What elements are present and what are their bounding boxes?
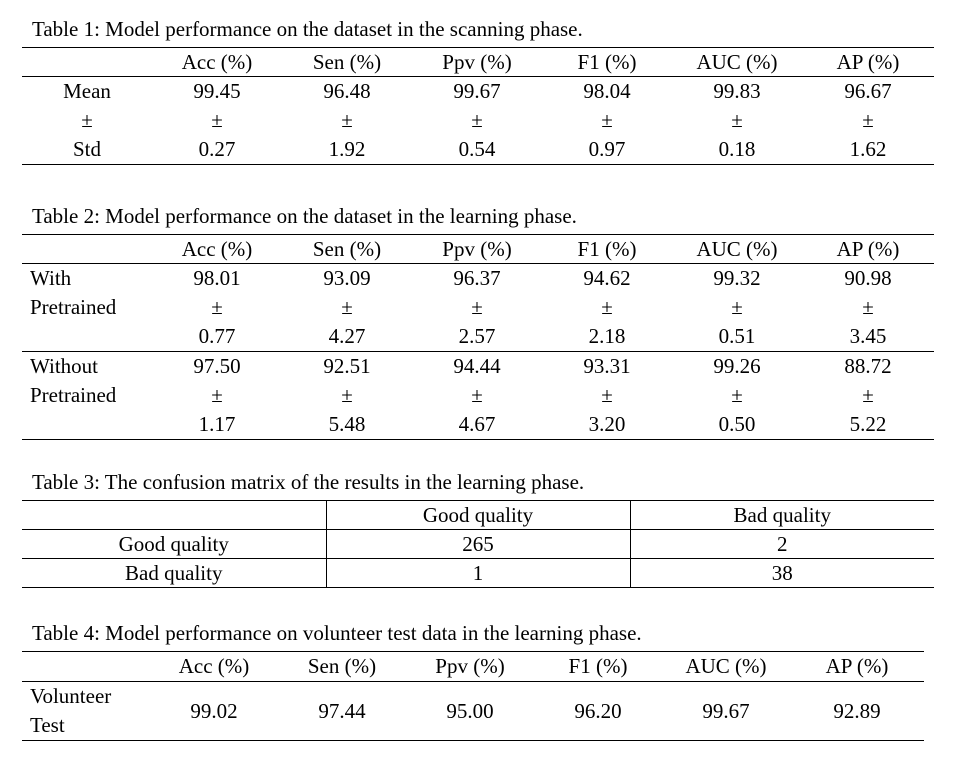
table2-cell: ± [211,295,223,319]
table4-cell: 96.20 [574,698,622,723]
table4-row [22,682,924,741]
table2-cell: 93.09 [323,266,371,290]
table3-cell: 2 [630,530,934,559]
table4-header-cell: AUC (%) [685,654,767,678]
table2-row [22,410,934,440]
table2-cell: 99.26 [713,354,761,378]
table3-cell: 1 [326,559,630,588]
table2-cell: ± [211,383,223,407]
table1-header-row [22,48,934,77]
table4-header-row [22,652,924,682]
table2-cell: 5.22 [849,412,887,436]
table2-cell: 92.51 [323,354,371,378]
table1-header-cell: AUC (%) [696,49,778,74]
table1-cell: 1.62 [849,137,887,161]
table3-header-cell [22,501,326,530]
table4-header-cell: AP (%) [825,654,889,678]
table1-cell: 99.67 [453,79,501,103]
table2-cell: 97.50 [193,354,241,378]
table3-row-label: Good quality [118,531,229,556]
table1-cell: ± [601,108,613,132]
table3-cell: 38 [630,559,934,588]
table3-row [22,559,934,588]
table2-header-row [22,235,934,264]
table1-row [22,135,934,165]
table1-cell: ± [81,108,93,132]
table2-cell: 0.50 [718,412,756,436]
table1-cell: ± [471,108,483,132]
table1-header-cell [22,48,152,77]
table1-row [22,106,934,135]
table2-cell: ± [471,295,483,319]
table3-row-label: Bad quality [125,560,223,585]
table4-header-cell: Acc (%) [178,654,250,678]
table2-cell: ± [862,295,874,319]
table1-row [22,77,934,107]
table2-cell: 5.48 [328,412,366,436]
table3-confusion-matrix [22,500,934,588]
table3-cell: 265 [326,530,630,559]
table2-cell: 94.44 [453,354,501,378]
table1-cell: 99.45 [193,79,241,103]
table2 [22,234,934,440]
table2-cell: 99.32 [713,266,761,290]
table2-caption: Table 2: Model performance on the dataset in the learning phase. [32,204,577,228]
table2-row-label [22,410,152,440]
table2-header-cell: AUC (%) [696,236,778,261]
table2-cell: 98.01 [193,266,241,290]
table2-row [22,381,934,410]
table1-header-cell: Acc (%) [181,49,253,74]
table1-cell: 0.27 [198,137,236,161]
table2-cell: ± [862,383,874,407]
table1-cell: 98.04 [583,79,631,103]
table2-cell: ± [601,295,613,319]
table2-cell: ± [601,383,613,407]
table2-cell: 4.67 [458,412,496,436]
table2-cell: 2.57 [458,324,496,348]
table4 [22,651,924,741]
table2-cell: 96.37 [453,266,501,290]
table1-header-cell: AP (%) [836,49,900,74]
table1-cell: ± [341,108,353,132]
table2-cell: 3.45 [849,324,887,348]
table3-header-row [22,501,934,530]
table2-cell: 88.72 [844,354,892,378]
table1-header-cell: Ppv (%) [442,49,512,74]
table2-header-cell [22,235,152,264]
table4-cell: 92.89 [833,698,881,723]
table2-cell: 4.27 [328,324,366,348]
table1-cell: 96.48 [323,79,371,103]
table4-cell: 97.44 [318,698,366,723]
table2-header-cell: Ppv (%) [442,236,512,261]
table1-cell: ± [211,108,223,132]
table4-cell: 99.02 [190,698,238,723]
table2-cell: ± [731,295,743,319]
table1 [22,47,934,165]
table1-header-cell: F1 (%) [577,49,637,74]
table4-header-cell [22,652,150,682]
table1-cell: Mean [63,79,111,103]
table2-cell: 90.98 [844,266,892,290]
table3-caption: Table 3: The confusion matrix of the results in the learning phase. [32,470,585,494]
table4-header-cell: F1 (%) [568,654,628,678]
table4-cell: 95.00 [446,698,494,723]
table2-cell: ± [341,383,353,407]
table2-cell: ± [341,295,353,319]
table1-cell: 96.67 [844,79,892,103]
table1-cell: 1.92 [328,137,366,161]
table2-cell: 3.20 [588,412,626,436]
table3-header-cell: Bad quality [630,501,934,530]
table2-row-label: Pretrained [30,383,117,407]
table2-header-cell: AP (%) [836,236,900,261]
table2-row [22,264,934,294]
table4-header-cell: Sen (%) [307,654,377,678]
table2-cell: ± [471,383,483,407]
table2-cell: 94.62 [583,266,631,290]
table1-cell: 0.18 [718,137,756,161]
table1-header-cell: Sen (%) [312,49,382,74]
table2-cell: 93.31 [583,354,631,378]
table2-row [22,293,934,322]
table2-header-cell: Acc (%) [181,236,253,261]
table2-header-cell: Sen (%) [312,236,382,261]
table4-caption: Table 4: Model performance on volunteer test data in the learning phase. [32,621,642,645]
table2-row-label [22,322,152,352]
table2-row-label: With [30,266,72,290]
table2-cell: 0.51 [718,324,756,348]
table2-row-label: Pretrained [30,295,117,319]
table2-cell: 2.18 [588,324,626,348]
table1-cell: Std [72,137,101,161]
table4-header-cell: Ppv (%) [435,654,505,678]
table1-cell: 99.83 [713,79,761,103]
table1-cell: 0.97 [588,137,626,161]
table4-row-label: Volunteer Test [30,684,112,737]
table3-row [22,530,934,559]
table1-cell: ± [731,108,743,132]
table2-row-label: Without [30,354,98,378]
table2-row [22,352,934,382]
table2-cell: 1.17 [198,412,236,436]
table2-header-cell: F1 (%) [577,236,637,261]
table2-row [22,322,934,352]
table1-caption: Table 1: Model performance on the dataset in the scanning phase. [32,17,583,41]
table4-cell: 99.67 [702,698,750,723]
table2-cell: 0.77 [198,324,236,348]
table1-cell: 0.54 [458,137,496,161]
table1-cell: ± [862,108,874,132]
table3-header-cell: Good quality [326,501,630,530]
table2-cell: ± [731,383,743,407]
